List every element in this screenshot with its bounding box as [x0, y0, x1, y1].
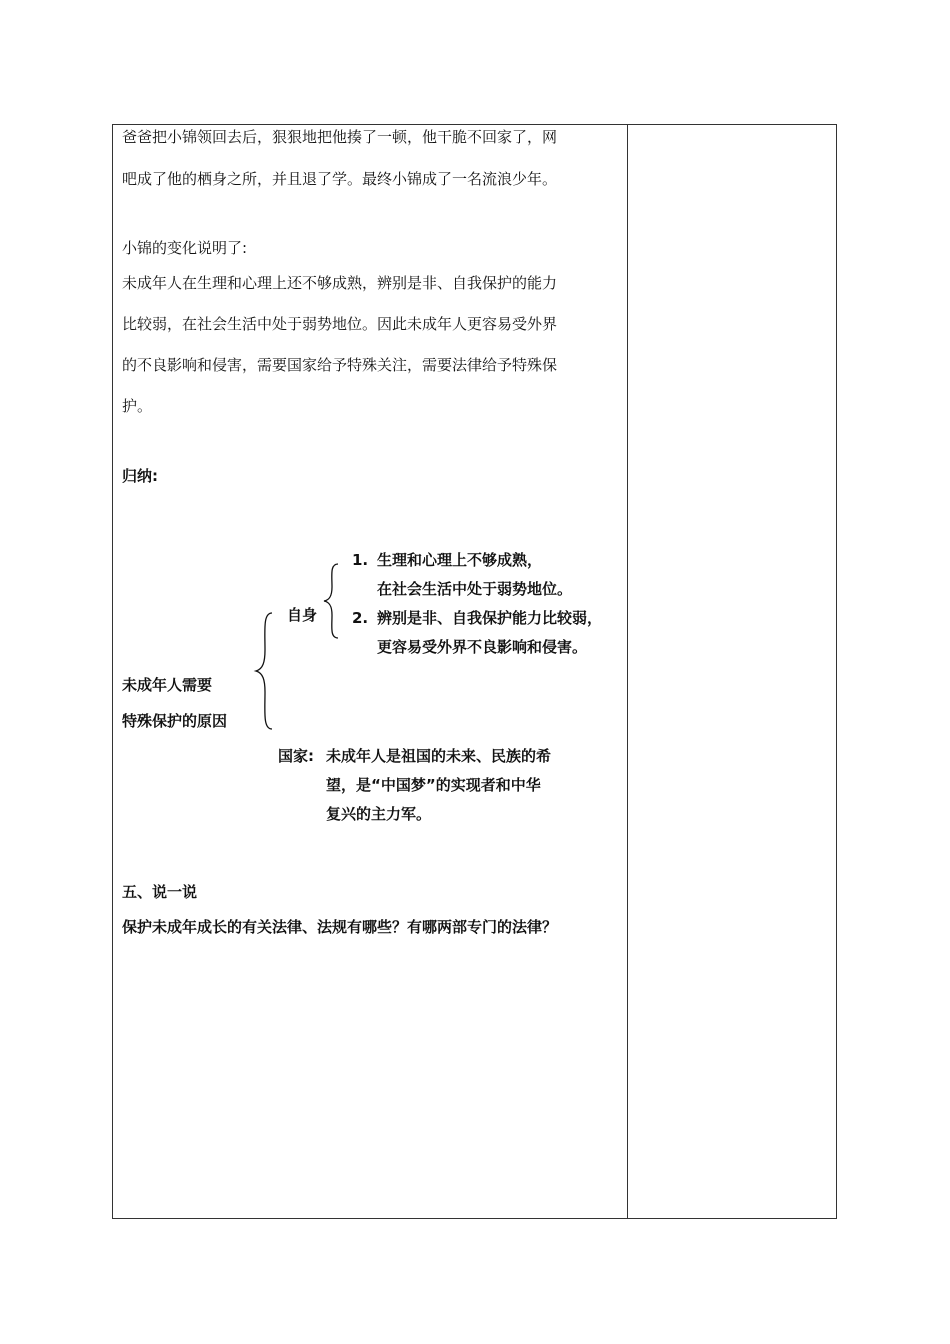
nation-label: 国家: [278, 747, 314, 765]
notes-cell [628, 125, 836, 1218]
nation-line-3: 复兴的主力军。 [326, 805, 432, 823]
change-line-3: 的不良影响和侵害，需要国家给予特殊关注，需要法律给予特殊保 [122, 356, 558, 374]
change-line-1: 未成年人在生理和心理上还不够成熟，辨别是非、自我保护的能力 [122, 274, 558, 292]
section5-heading: 五、说一说 [122, 883, 198, 901]
self-item-1-line-1: 生理和心理上不够成熟， [377, 551, 543, 569]
root-line-1: 未成年人需要 [122, 676, 213, 694]
self-brace-icon [322, 563, 342, 639]
self-item-2-line-1: 辨别是非、自我保护能力比较弱， [377, 609, 603, 627]
self-item-1-number: 1. [352, 551, 369, 569]
self-item-1-line-2: 在社会生活中处于弱势地位。 [377, 580, 573, 598]
change-heading: 小锦的变化说明了: [122, 239, 248, 257]
root-line-2: 特殊保护的原因 [122, 712, 228, 730]
self-item-2-number: 2. [352, 609, 369, 627]
root-brace-icon [254, 612, 276, 730]
nation-line-1: 未成年人是祖国的未来、民族的希 [326, 747, 552, 765]
self-label: 自身 [287, 606, 318, 624]
story-line-1: 爸爸把小锦领回去后，狠狠地把他揍了一顿，他干脆不回家了，网 [122, 128, 558, 146]
change-line-4: 护。 [122, 397, 153, 415]
nation-line-2: 望，是“中国梦”的实现者和中华 [326, 776, 541, 794]
summary-heading: 归纳: [122, 467, 158, 485]
section5-question: 保护未成年成长的有关法律、法规有哪些？有哪两部专门的法律？ [122, 918, 558, 936]
story-line-2: 吧成了他的栖身之所，并且退了学。最终小锦成了一名流浪少年。 [122, 170, 558, 188]
change-line-2: 比较弱，在社会生活中处于弱势地位。因此未成年人更容易受外界 [122, 315, 558, 333]
self-item-2-line-2: 更容易受外界不良影响和侵害。 [377, 638, 588, 656]
